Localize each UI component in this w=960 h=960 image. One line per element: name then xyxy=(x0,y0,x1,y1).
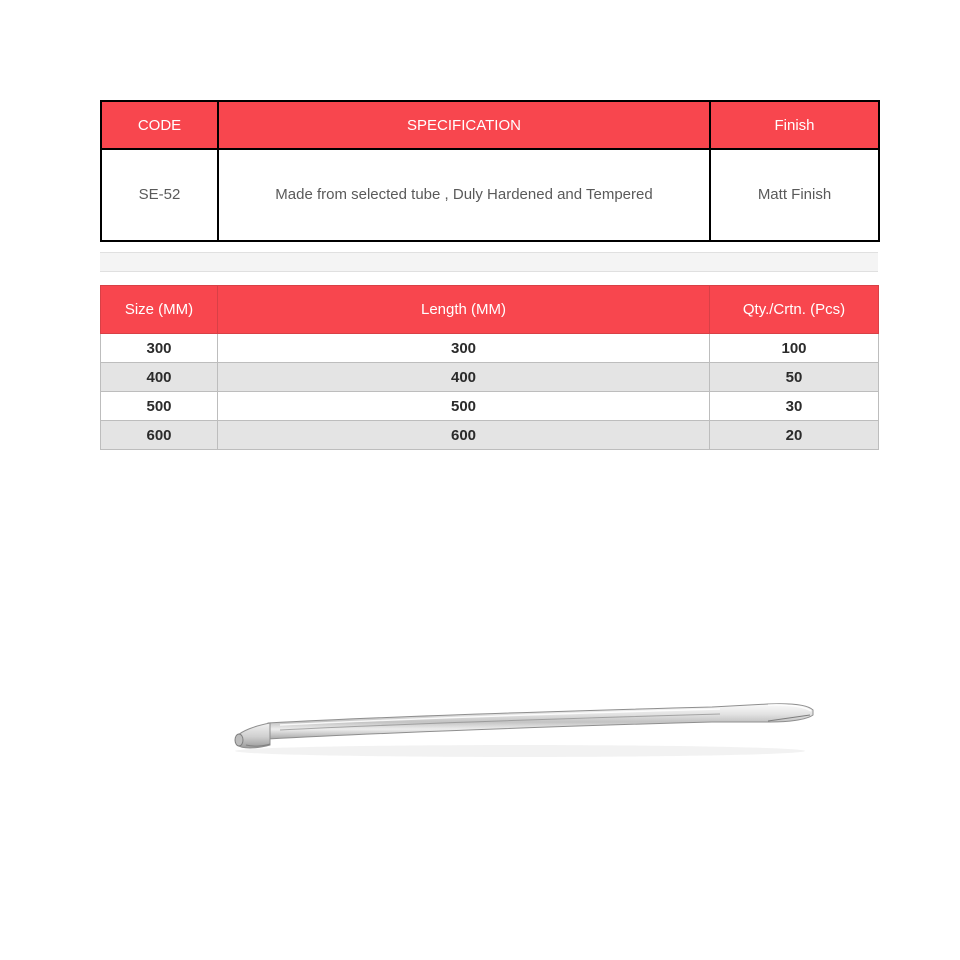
size-cell: 600 xyxy=(101,421,218,450)
size-row xyxy=(101,392,879,421)
length-cell: 300 xyxy=(218,334,710,363)
size-header-row xyxy=(101,286,879,334)
spec-header-row xyxy=(101,101,879,149)
spec-cell-code: SE-52 xyxy=(101,149,218,241)
size-row xyxy=(101,334,879,363)
spec-data-row xyxy=(101,149,879,241)
tool-shadow xyxy=(235,745,805,757)
size-cell: 500 xyxy=(101,392,218,421)
qty-cell: 20 xyxy=(710,421,879,450)
spec-header-specification: SPECIFICATION xyxy=(218,101,710,149)
size-header-length: Length (MM) xyxy=(218,286,710,334)
table-gap-strip xyxy=(100,252,878,272)
spec-cell-specification: Made from selected tube , Duly Hardened and Tempered xyxy=(218,149,710,241)
size-header-size: Size (MM) xyxy=(101,286,218,334)
spec-table xyxy=(100,100,880,242)
tool-spoon-face xyxy=(235,734,243,746)
size-row xyxy=(101,363,879,392)
spec-header-finish: Finish xyxy=(710,101,879,149)
tyre-lever-illustration xyxy=(220,685,820,775)
spec-header-code: CODE xyxy=(101,101,218,149)
size-cell: 300 xyxy=(101,334,218,363)
size-header-qty: Qty./Crtn. (Pcs) xyxy=(710,286,879,334)
size-row xyxy=(101,421,879,450)
qty-cell: 30 xyxy=(710,392,879,421)
tyre-lever-product-photo xyxy=(220,685,820,775)
size-cell: 400 xyxy=(101,363,218,392)
qty-cell: 100 xyxy=(710,334,879,363)
length-cell: 600 xyxy=(218,421,710,450)
length-cell: 500 xyxy=(218,392,710,421)
size-table xyxy=(100,285,879,450)
length-cell: 400 xyxy=(218,363,710,392)
qty-cell: 50 xyxy=(710,363,879,392)
spec-cell-finish: Matt Finish xyxy=(710,149,879,241)
